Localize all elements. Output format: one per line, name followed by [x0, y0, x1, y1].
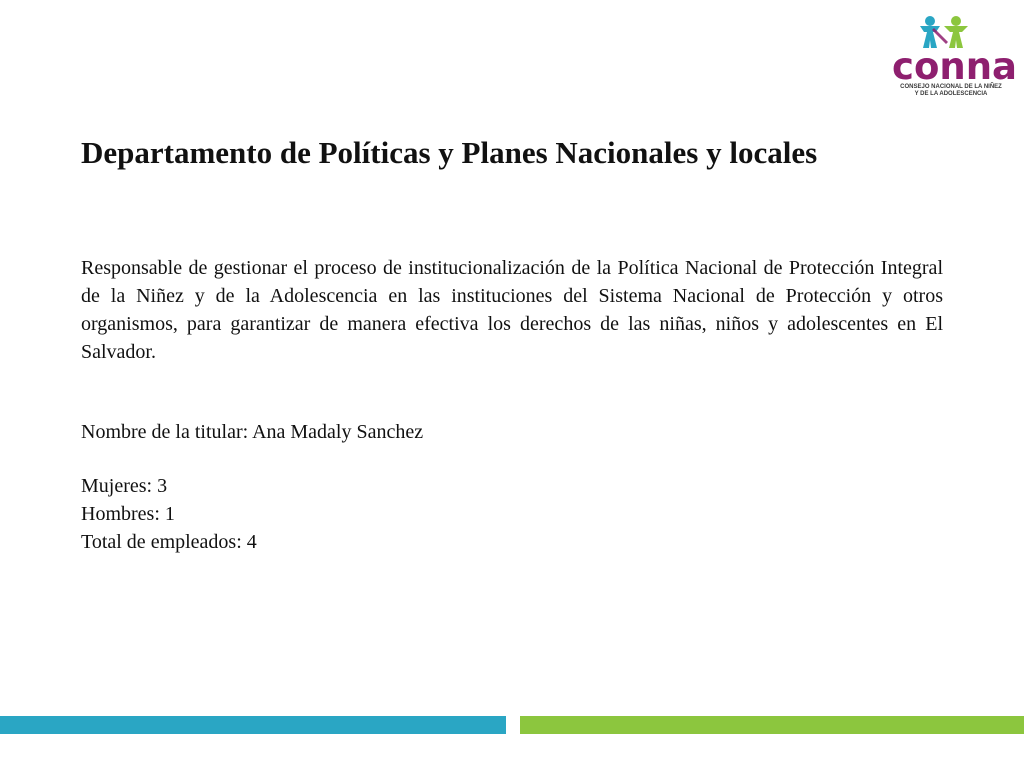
logo-subtitle: [896, 84, 1006, 98]
footer-bar-green: [520, 716, 1024, 734]
footer-bar-teal: [0, 716, 506, 734]
total-employees: Total de empleados: 4: [81, 531, 257, 553]
department-description: Responsable de gestionar el proceso de institucionalización de la Política Nacional de Protección Integral de la Niñez y de la Adolescencia en las instituciones del Sistema Nacional de Protección y otros organismos, para garantizar de manera efectiva los derechos de las niñas, niños y adolescentes en El Salvador.: [81, 257, 943, 363]
head-name: Nombre de la titular: Ana Madaly Sanchez: [81, 421, 424, 443]
men-count: Hombres: 1: [81, 503, 175, 525]
logo-letter-n1: n: [939, 45, 966, 88]
women-count: Mujeres: 3: [81, 475, 168, 497]
conna-logo: [890, 14, 1018, 100]
logo-letter-o: o: [913, 45, 940, 88]
page-title: Departamento de Políticas y Planes Nacionales y locales: [81, 135, 818, 170]
logo-subtitle-line1: CONSEJO NACIONAL DE LA NIÑEZ: [900, 84, 1002, 90]
logo-subtitle-line2: Y DE LA ADOLESCENCIA: [914, 91, 988, 97]
logo-letter-c: c: [892, 45, 914, 88]
logo-letter-n2: n: [965, 45, 993, 88]
logo-letter-a: a: [992, 45, 1018, 88]
